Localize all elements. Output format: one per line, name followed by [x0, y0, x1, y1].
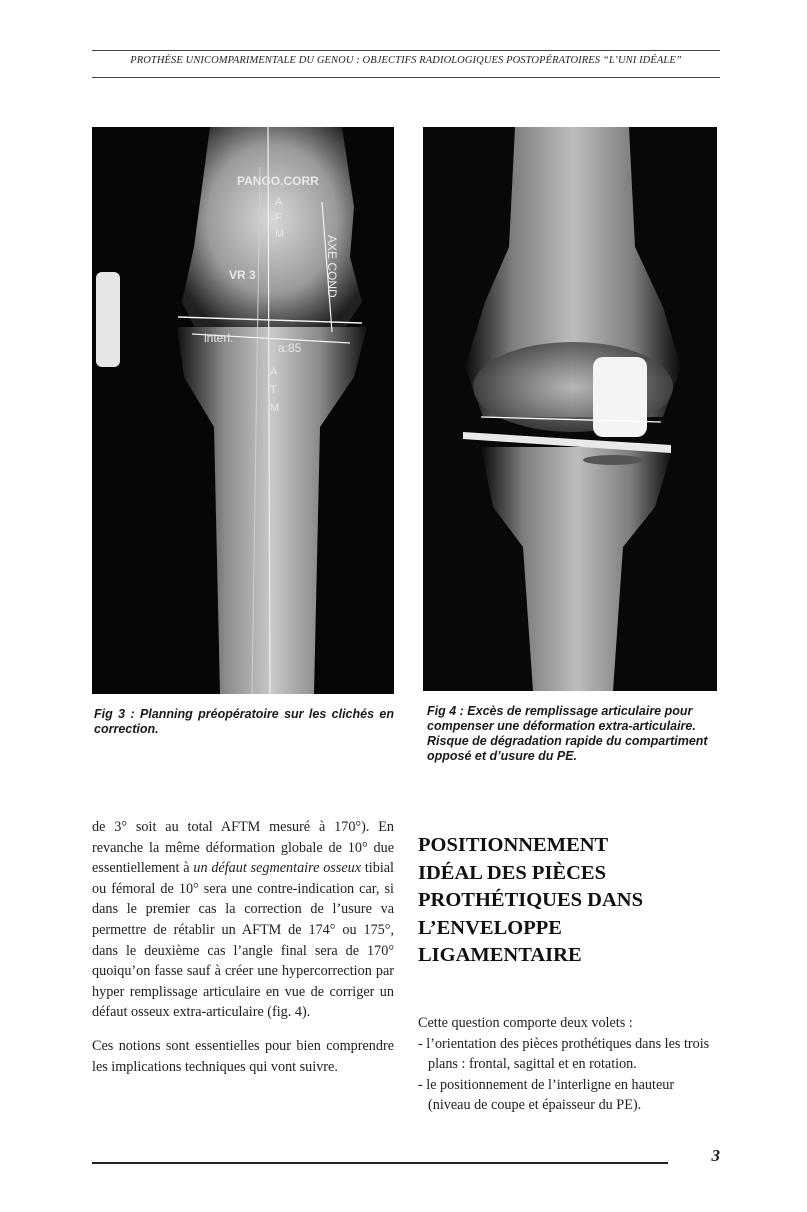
svg-text:A: A [270, 366, 278, 378]
label-axe-cond: AXE COND [325, 235, 339, 298]
paragraph-1-italic: un défaut segmentaire osseux [193, 860, 362, 877]
volets-list [418, 1034, 720, 1116]
footer-rule [92, 1162, 668, 1164]
svg-text:F: F [275, 212, 282, 224]
page-number: 3 [711, 1146, 720, 1165]
figure-4-radiograph [423, 127, 717, 691]
label-vr: VR 3 [229, 268, 256, 282]
header-rule-bottom [92, 77, 720, 78]
section-heading: POSITIONNEMENT IDÉAL DES PIÈCES PROTHÉTIQUES DANS L’ENVELOPPE LIGAMENTAIRE [418, 834, 643, 966]
paragraph-1: de 3° soit au total AFTM mesuré à 170°). En revanche la même déformation globale de 10° due essentiellement à un défaut segmentaire osseux tibial ou fémoral de 10° sera une contre-indication car, si dans le premier cas la correction de l’usure va permettre de rétablir un AFTM de 174° ou 175°, dans le deuxième cas l’angle final sera de 170° quoiqu’on fasse sauf à créer une hypercorrection par hyper remplissage articulaire en vue de corriger un défaut osseux extra-articulaire (fig. 4). [92, 819, 394, 1021]
figure-3-radiograph [92, 127, 394, 694]
list-item: - l’orientation des pièces prothétiques dans les trois plans : frontal, sagittal et en rotation. [418, 1035, 710, 1073]
femur-shape [182, 127, 362, 332]
label-interl: interl. [204, 331, 234, 345]
figure-4-xray-drawing [423, 127, 717, 691]
femoral-implant [593, 357, 647, 437]
label-angle: a:85 [278, 341, 302, 355]
paragraph-2: Ces notions sont essentielles pour bien comprendre les implications techniques qui vont suivre. [92, 1037, 394, 1075]
intro-line: Cette question comporte deux volets : [418, 1015, 633, 1031]
figure-3-caption: Fig 3 : Planning préopératoire sur les clichés en correction. [94, 707, 394, 736]
svg-text:T: T [270, 384, 277, 396]
marker-left [96, 272, 120, 367]
svg-text:A: A [275, 196, 283, 208]
svg-text:M: M [270, 402, 280, 414]
running-header: PROTHÈSE UNICOMPARIMENTALE DU GENOU : OBJECTIFS RADIOLOGIQUES POSTOPÉRATOIRES “L’UNI IDÉALE” [130, 55, 682, 66]
figure-4-caption: Fig 4 : Excès de remplissage articulaire pour compenser une déformation extra-articulaire. Risque de dégradation rapide du compartiment opposé et d’usure du PE. [427, 704, 708, 763]
svg-text:M: M [275, 228, 285, 240]
tibial-insert [583, 455, 643, 465]
right-column-text [418, 1013, 720, 1116]
label-pango: PANGO.CORR [237, 174, 319, 188]
left-column-text [92, 817, 394, 1090]
figure-3-xray-drawing [92, 127, 394, 694]
list-item: - le positionnement de l’interligne en hauteur (niveau de coupe et épaisseur du PE). [418, 1076, 675, 1114]
header-rule-top [92, 50, 720, 51]
